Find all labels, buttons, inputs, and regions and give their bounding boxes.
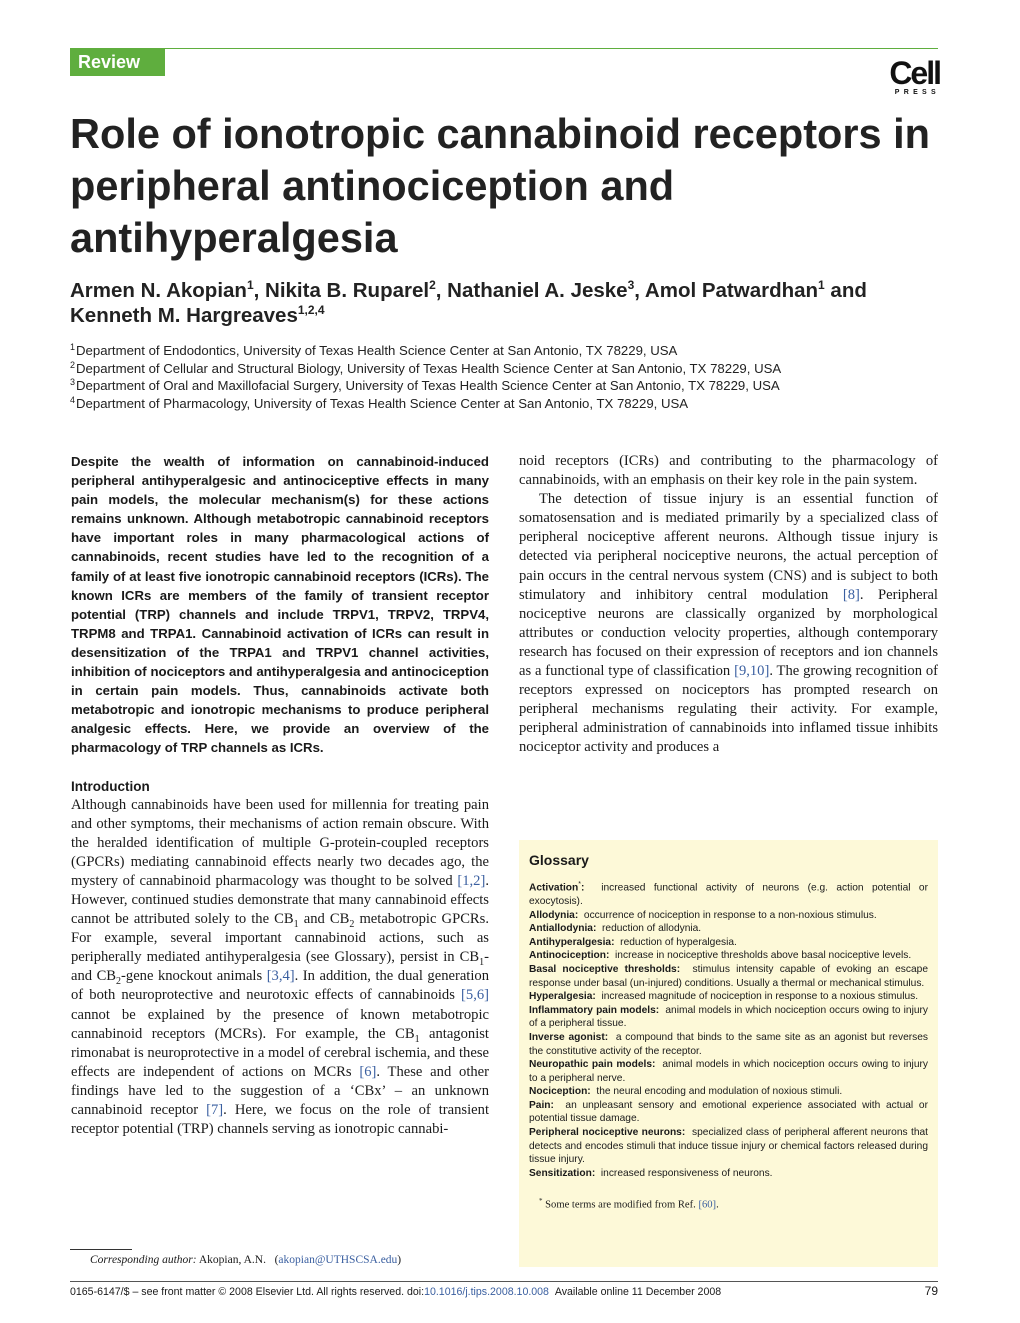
top-rule [70, 48, 938, 49]
glossary-item: Antihyperalgesia: reduction of hyperalgesia. [529, 936, 737, 948]
author-name: Kenneth M. Hargreaves [70, 304, 298, 327]
author-name: Amol Patwardhan [644, 279, 819, 302]
affiliation: $^4$Department of Pharmacology, University of Texas Health Science Center at San Antonio, TX 78229, USA [70, 395, 689, 412]
footer-info: 0165-6147/$ – see front matter © 2008 Elsevier Ltd. All rights reserved. doi:10.1016/j.tips.2008.10.008 Available online 11 December 2008 [70, 1286, 722, 1298]
left-column [71, 452, 489, 1139]
glossary-item: Antinociception: increase in nociceptive thresholds above basal nociceptive levels. [529, 950, 912, 962]
glossary-title: Glossary [529, 852, 589, 868]
glossary-item: Inverse agonist: a compound that binds to the same site as an agonist but reverses the constitutive activity of the receptor. [529, 1031, 928, 1057]
section-heading-introduction: Introduction [71, 778, 150, 794]
glossary-item: Inflammatory pain models: animal models in which nociception occurs owing to injury of a peripheral tissue. [529, 1004, 928, 1030]
footnote-rule [70, 1249, 132, 1250]
affiliation: $^3$Department of Oral and Maxillofacial Surgery, University of Texas Health Science Center at San Antonio, TX 78229, USA [70, 377, 780, 394]
footer-rule [70, 1281, 938, 1282]
citation-link[interactable]: [60] [698, 1199, 717, 1211]
citation-link[interactable]: [3,4] [266, 968, 295, 985]
glossary-item: Pain: an unpleasant sensory and emotional experience associated with actual or potential tissue damage. [529, 1099, 928, 1125]
cell-press-logo [876, 55, 940, 97]
logo-word: Cell [889, 55, 940, 91]
corresponding-author: Corresponding author: Akopian, A.N. (akopian@UTHSCSA.edu) [90, 1254, 402, 1266]
body-paragraph: The detection of tissue injury is an essential function of somatosensation and is mediated primarily by a specialized class of peripheral nociceptive afferent neurons. Although tissue injury is detected via peripheral nociceptive neurons, the actual perception of pain occurs in the central nervous system (CNS) and is subject to both stimulatory and inhibitory central modulation [8]. Peripheral nociceptive neurons are classically organized by morphological attributes or conduction velocity properties, although contemporary research has focused on their expression of receptors and ion channels as a functional type of classification [9,10]. The growing recognition of receptors expressed on nociceptors has prompted research on peripheral mechanisms regulating their activity. For example, peripheral administration of cannabinoids into inflamed tissue inhibits nociceptor activity and produces a [519, 491, 939, 756]
author-name: Armen N. Akopian [70, 279, 247, 302]
section-tag: Review [70, 48, 165, 76]
author-list: Armen N. Akopian$^1$, Nikita B. Ruparel$^2$, Nathaniel A. Jeske$^3$, Amol Patwardhan$^1$ and Kenneth M. Hargreaves$^{1,2,4}$ [70, 278, 867, 327]
citation-link[interactable]: [9,10] [734, 663, 770, 680]
doi-link[interactable]: 10.1016/j.tips.2008.10.008 [424, 1286, 549, 1298]
glossary-item: Basal nociceptive thresholds: stimulus intensity capable of evoking an escape response under basal (un-injured) conditions. Usually a thermal or mechanical stimulus. [529, 963, 928, 989]
glossary-footnote: * Some terms are modified from Ref. [60]. [539, 1197, 719, 1211]
glossary-box [519, 840, 938, 1267]
citation-link[interactable]: [7] [206, 1102, 224, 1118]
page-number: 79 [924, 1284, 938, 1298]
glossary-item: Sensitization: increased responsiveness of neurons. [529, 1167, 773, 1179]
glossary-item: Allodynia: occurrence of nociception in response to a non-noxious stimulus. [529, 909, 877, 921]
author-aff: 1,2,4 [297, 303, 325, 317]
right-column [519, 452, 938, 758]
affiliations [70, 342, 940, 413]
affiliation: $^1$Department of Endodontics, University of Texas Health Science Center at San Antonio, TX 78229, USA [70, 342, 678, 358]
author-aff: 2 [429, 278, 436, 292]
author-aff: 1 [818, 278, 825, 292]
article-title: Role of ionotropic cannabinoid receptors in peripheral antinociception and antihyperalgesia [70, 110, 931, 261]
email-link[interactable]: akopian@UTHSCSA.edu [278, 1254, 398, 1266]
affiliation: $^2$Department of Cellular and Structural Biology, University of Texas Health Science Center at San Antonio, TX 78229, USA [70, 359, 782, 376]
glossary-item: Hyperalgesia: increased magnitude of nociception in response to a noxious stimulus. [529, 991, 919, 1003]
citation-link[interactable]: [6] [359, 1063, 377, 1080]
glossary-item: Neuropathic pain models: animal models in which nociception occurs owing to injury to a peripheral nerve. [529, 1059, 928, 1084]
citation-link[interactable]: [1,2] [457, 872, 486, 889]
author-aff: 3 [627, 278, 635, 292]
logo-sub: PRESS [894, 89, 940, 96]
citation-link[interactable]: [8] [842, 586, 860, 603]
body-paragraph: noid receptors (ICRs) and contributing to the pharmacology of cannabinoids, with an emphasis on their key role in the pain system. [519, 453, 938, 489]
citation-link[interactable]: [5,6] [461, 987, 489, 1004]
introduction-paragraph: Although cannabinoids have been used for millennia for treating pain and other symptoms, their mechanisms of action remain obscure. With the heralded identification of multiple G-protein-coupled receptors (GPCRs) mediating cannabinoid effects nearly two decades ago, the mystery of cannabinoid pharmacology was thought to be solved [1,2]. However, continued studies demonstrate that many cannabinoid effects cannot be attributed solely to the $CB_1$ and $CB_2$ metabotropic GPCRs. For example, several important cannabinoid actions, such as peripherally mediated antihyperalgesia (see Glossary), persist in $CB_1-$ and $CB_2$-gene knockout animals [3,4]. In addition, the dual generation of both neuroprotective and neurotoxic effects of cannabinoids [5,6] cannot be explained by the presence of known metabotropic cannabinoid receptors (MCRs). For example, the $CB_1$ antagonist rimonabat is neuroprotective in a model of cerebral ischemia, and these effects are independent of actions on MCRs [6]. These and other findings have led to the suggestion of a ‘CBx’ – an unknown cannabinoid receptor [7]. Here, we focus on the role of transient receptor potential (TRP) channels serving as ionotropic cannabi- [71, 796, 490, 1138]
author-aff: 1 [246, 278, 254, 292]
abstract: Despite the wealth of information on cannabinoid-induced peripheral antihyperalgesic and antinociceptive effects in many pain models, the molecular mechanism(s) for these actions remains unknown. Although metabotropic cannabinoid receptors have important roles in many pharmacological actions of cannabinoids, recent studies have led to the recognition of a family of at least five ionotropic cannabinoid receptors (ICRs). The known ICRs are members of the family of transient receptor potential (TRP) channels and include TRPV1, TRPV2, TRPV4, TRPM8 and TRPA1. Cannabinoid activation of ICRs can result in desensitization of the TRPA1 and TRPV1 channel activities, inhibition of nociceptors and antihyperalgesia and antinociception in certain pain models. Thus, cannabinoids activate both metabotropic and ionotropic mechanisms to produce peripheral analgesic effects. Here, we provide an overview of the pharmacology of TRP channels as ICRs. [71, 454, 489, 756]
glossary-item: Peripheral nociceptive neurons: specialized class of peripheral afferent neurons that detects and encodes stimuli that induce tissue injury or chemical factors released during tissue injury. [529, 1127, 928, 1166]
author-name: Nikita B. Ruparel [265, 279, 430, 302]
glossary-item: Nociception: the neural encoding and modulation of noxious stimuli. [529, 1086, 843, 1098]
glossary-item: Antiallodynia: reduction of allodynia. [529, 923, 702, 935]
glossary-item: Activation*: increased functional activity of neurons (e.g. action potential or exocytosis). [529, 881, 928, 907]
author-name: Nathaniel A. Jeske [447, 279, 628, 302]
